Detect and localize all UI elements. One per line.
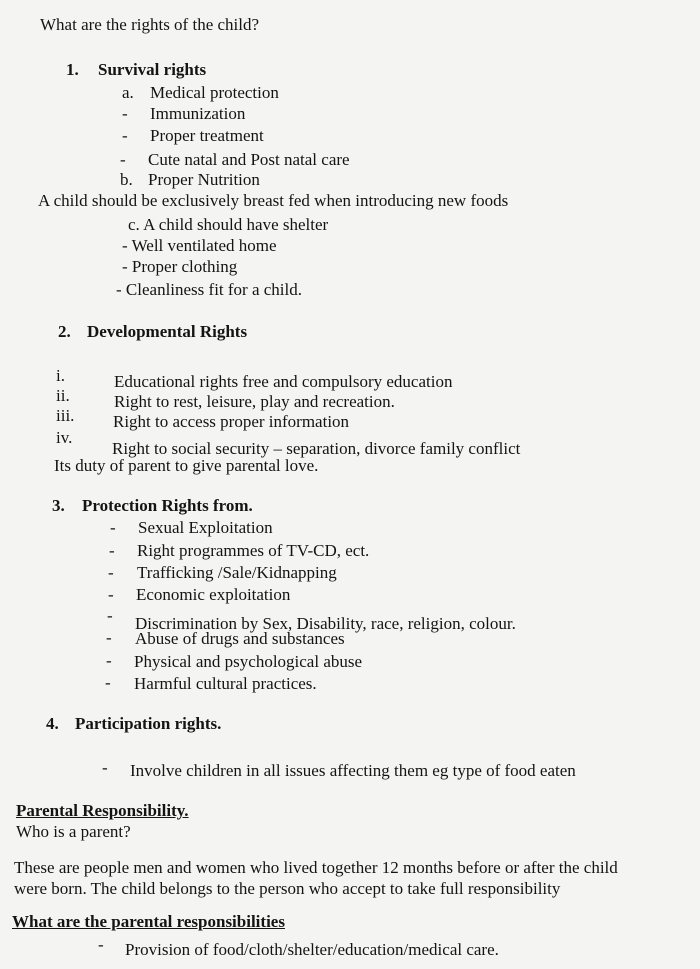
list-item: Involve children in all issues affecting them eg type of food eaten	[130, 761, 576, 780]
bullet-dash: -	[109, 541, 115, 560]
list-item: Proper treatment	[150, 126, 264, 145]
list-item: Provision of food/cloth/shelter/education/medical care.	[125, 940, 499, 959]
bullet-dash: -	[107, 606, 113, 625]
list-item: Right to social security – separation, divorce family conflict	[112, 439, 521, 458]
section-3-title: Protection Rights from.	[82, 496, 253, 515]
roman-marker: iv.	[56, 428, 73, 447]
parental-responsibility-title: Parental Responsibility.	[16, 801, 189, 820]
parent-question: Who is a parent?	[16, 822, 131, 841]
list-item: Educational rights free and compulsory education	[114, 372, 453, 391]
bullet-dash: -	[106, 628, 112, 647]
item-a-text: Medical protection	[150, 83, 279, 102]
bullet-dash: -	[105, 673, 111, 692]
bullet-dash: -	[108, 585, 114, 604]
item-b-marker: b.	[120, 170, 133, 189]
section-3-number: 3.	[52, 496, 65, 515]
list-item: Physical and psychological abuse	[134, 652, 363, 671]
list-item: - Cleanliness fit for a child.	[116, 280, 303, 299]
section-4-title: Participation rights.	[75, 714, 222, 733]
list-item: Economic exploitation	[136, 585, 291, 604]
list-item: Cute natal and Post natal care	[148, 150, 350, 169]
item-c-text: c. A child should have shelter	[128, 215, 329, 234]
page-heading: What are the rights of the child?	[40, 15, 260, 34]
bullet-dash: -	[102, 758, 108, 777]
list-item: Sexual Exploitation	[138, 518, 273, 537]
section-4-number: 4.	[46, 714, 59, 733]
roman-marker: ii.	[56, 386, 70, 405]
bullet-dash: -	[122, 104, 128, 123]
list-item: - Well ventilated home	[122, 236, 277, 255]
roman-marker: iii.	[56, 406, 75, 425]
bullet-dash: -	[122, 126, 128, 145]
section-2-number: 2.	[58, 322, 71, 341]
section-1-number: 1.	[66, 60, 79, 79]
item-a-marker: a.	[122, 83, 134, 102]
list-item: Immunization	[150, 104, 246, 123]
list-item: Abuse of drugs and substances	[135, 629, 345, 648]
bullet-dash: -	[106, 651, 112, 670]
item-b-text: Proper Nutrition	[148, 170, 260, 189]
section-1-title: Survival rights	[98, 60, 207, 79]
bullet-dash: -	[110, 518, 116, 537]
list-item: - Proper clothing	[122, 257, 238, 276]
section-2-title: Developmental Rights	[87, 322, 248, 341]
breastfeeding-note: A child should be exclusively breast fed when introducing new foods	[38, 191, 509, 210]
parent-definition-line-1: These are people men and women who lived together 12 months before or after the child	[14, 858, 618, 877]
parental-love-note: Its duty of parent to give parental love.	[54, 456, 319, 475]
list-item: Discrimination by Sex, Disability, race, religion, colour.	[135, 614, 516, 633]
roman-marker: i.	[56, 366, 65, 385]
list-item: Right to access proper information	[113, 412, 350, 431]
list-item: Trafficking /Sale/Kidnapping	[137, 563, 337, 582]
bullet-dash: -	[120, 150, 126, 169]
bullet-dash: -	[98, 935, 104, 954]
list-item: Right to rest, leisure, play and recreation.	[114, 392, 395, 411]
responsibilities-title: What are the parental responsibilities	[12, 912, 285, 931]
list-item: Harmful cultural practices.	[134, 674, 317, 693]
list-item: Right programmes of TV-CD, ect.	[137, 541, 370, 560]
bullet-dash: -	[108, 563, 114, 582]
parent-definition-line-2: were born. The child belongs to the person who accept to take full responsibility	[14, 879, 561, 898]
